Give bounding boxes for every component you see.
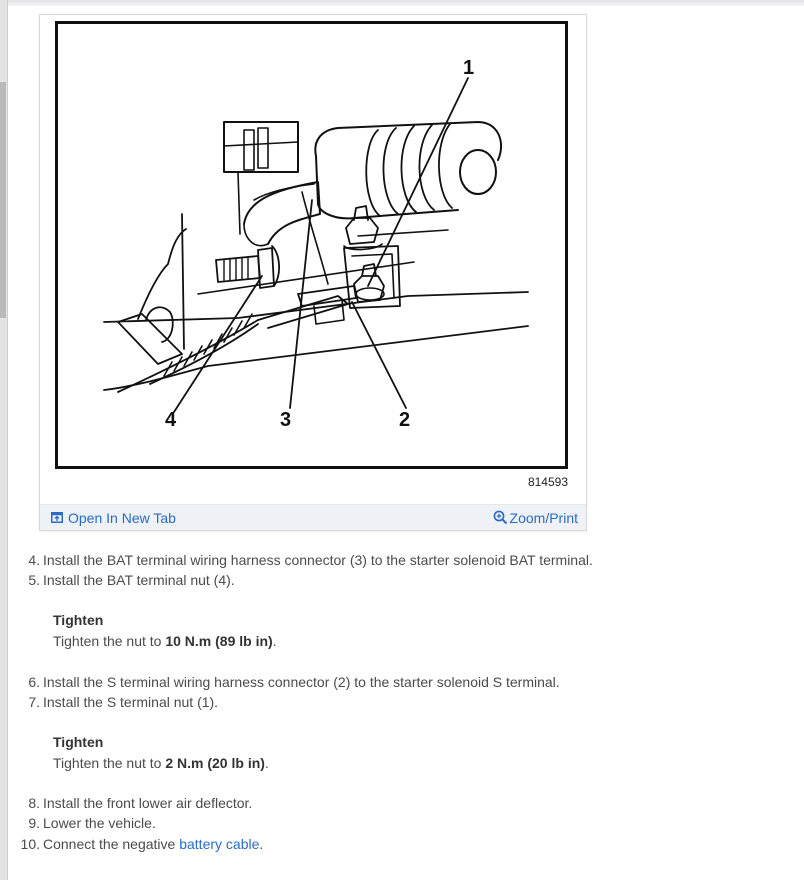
step-9: 9. Lower the vehicle. <box>28 815 156 831</box>
callout-1: 1 <box>463 57 475 79</box>
spec-body-bat-nut: Tighten the nut to 10 N.m (89 lb in). <box>53 633 277 649</box>
step-8: 8. Install the front lower air deflector. <box>28 795 253 811</box>
zoom-print-label: Zoom/Print <box>509 509 578 526</box>
open-new-tab-icon <box>51 512 63 523</box>
torque-value: 2 N.m (20 lb in) <box>165 755 265 771</box>
window-top-shadow <box>0 0 804 6</box>
figure-number: 814593 <box>527 475 568 489</box>
spec-title-s-nut: Tighten <box>53 734 104 750</box>
spec-body-s-nut: Tighten the nut to 2 N.m (20 lb in). <box>53 755 269 771</box>
callout-2: 2 <box>399 409 411 431</box>
callout-3: 3 <box>280 409 292 431</box>
step-10: 10. Connect the negative battery cable. <box>20 836 264 852</box>
zoom-print-link[interactable] <box>493 510 578 526</box>
callout-4: 4 <box>165 409 177 431</box>
starter-solenoid-diagram <box>55 21 568 469</box>
spec-title-bat-nut: Tighten <box>53 612 104 628</box>
open-in-new-tab-label: Open In New Tab <box>68 509 176 526</box>
open-in-new-tab-link[interactable] <box>51 510 176 526</box>
left-scrollbar[interactable] <box>0 0 8 880</box>
scrollbar-thumb[interactable] <box>0 82 6 318</box>
battery-cable-link[interactable]: battery cable <box>179 836 260 852</box>
step-4: 4. Install the BAT terminal wiring harness connector (3) to the starter solenoid BAT terminal. <box>28 552 593 568</box>
figure-card <box>39 14 587 531</box>
step-5: 5. Install the BAT terminal nut (4). <box>28 572 235 588</box>
figure-link-bar <box>40 504 586 530</box>
step-6: 6. Install the S terminal wiring harness connector (2) to the starter solenoid S terminal. <box>28 674 560 690</box>
torque-value: 10 N.m (89 lb in) <box>165 633 273 649</box>
zoom-in-icon <box>493 510 508 525</box>
step-7: 7. Install the S terminal nut (1). <box>28 694 219 710</box>
